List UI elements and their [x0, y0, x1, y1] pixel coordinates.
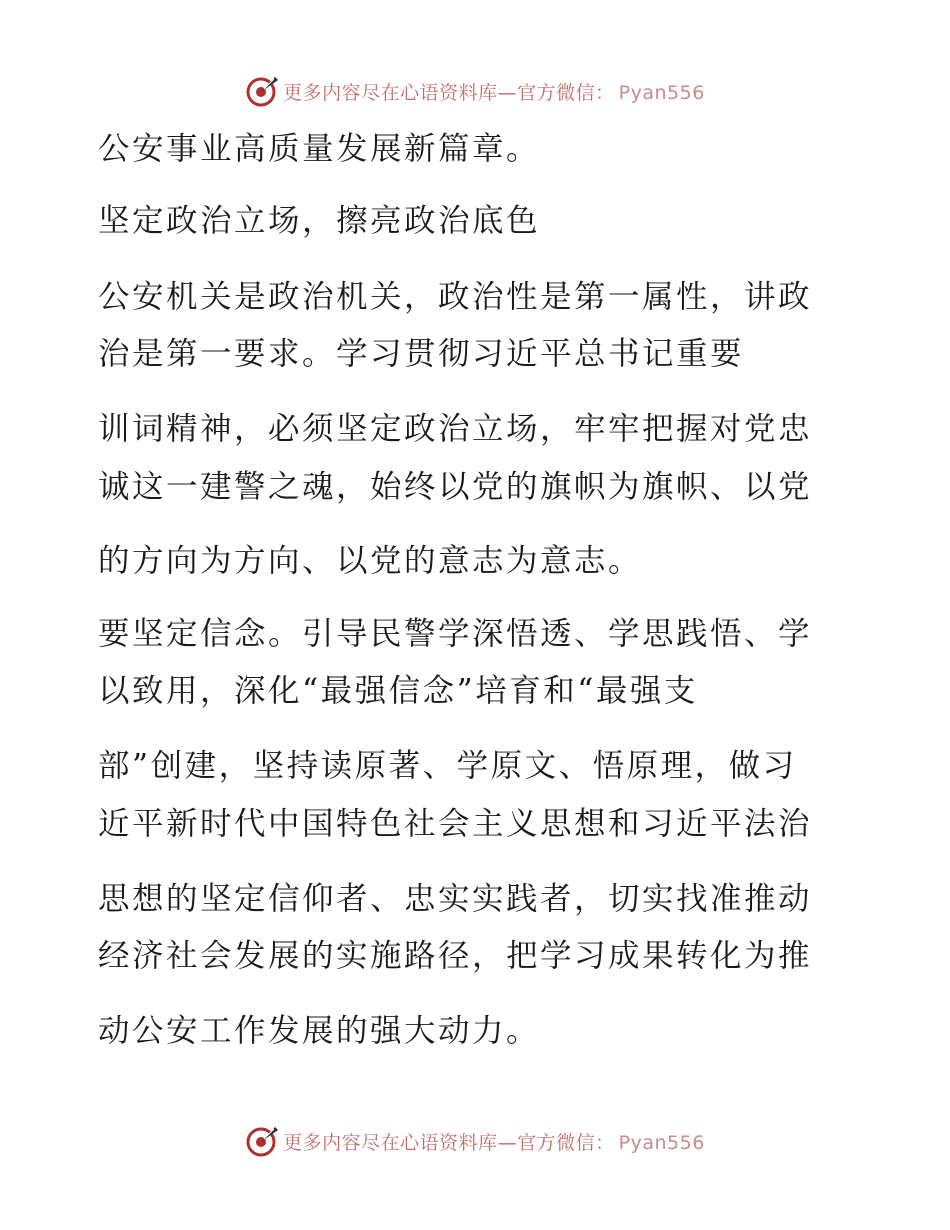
header-watermark	[0, 71, 950, 111]
text-line: 公安机关是政治机关，政治性是第一属性，讲政	[98, 279, 813, 315]
pen-nib-circle-icon	[245, 1124, 279, 1158]
pen-nib-circle-icon	[245, 74, 279, 108]
watermark-wechat-id: Pyan556	[618, 1131, 705, 1154]
text-line: 的方向为方向、以党的意志为意志。	[98, 543, 643, 579]
text-line: 诚这一建警之魂，始终以党的旗帜为旗帜、以党	[98, 469, 813, 505]
text-line: 经济社会发展的实施路径，把学习成果转化为推	[98, 938, 813, 974]
text-line: 治是第一要求。学习贯彻习近平总书记重要	[98, 336, 745, 372]
footer-watermark	[0, 1121, 950, 1161]
text-line: 公安事业高质量发展新篇章。	[98, 131, 541, 167]
watermark-text: 更多内容尽在心语资料库—官方微信：	[283, 81, 615, 104]
section-heading: 坚定政治立场，擦亮政治底色	[98, 203, 541, 239]
text-line: 要坚定信念。引导民警学深悟透、学思践悟、学	[98, 616, 813, 652]
watermark-text: 更多内容尽在心语资料库—官方微信：	[283, 1131, 615, 1154]
text-line: 思想的坚定信仰者、忠实实践者，切实找准推动	[98, 881, 813, 917]
text-line: 部”创建，坚持读原著、学原文、悟原理，做习	[98, 748, 797, 784]
text-line: 近平新时代中国特色社会主义思想和习近平法治	[98, 806, 813, 842]
text-line: 以致用，深化“最强信念”培育和“最强支	[98, 673, 698, 709]
text-line: 训词精神，必须坚定政治立场，牢牢把握对党忠	[98, 411, 813, 447]
text-line: 动公安工作发展的强大动力。	[98, 1013, 541, 1049]
watermark-wechat-id: Pyan556	[618, 81, 705, 104]
